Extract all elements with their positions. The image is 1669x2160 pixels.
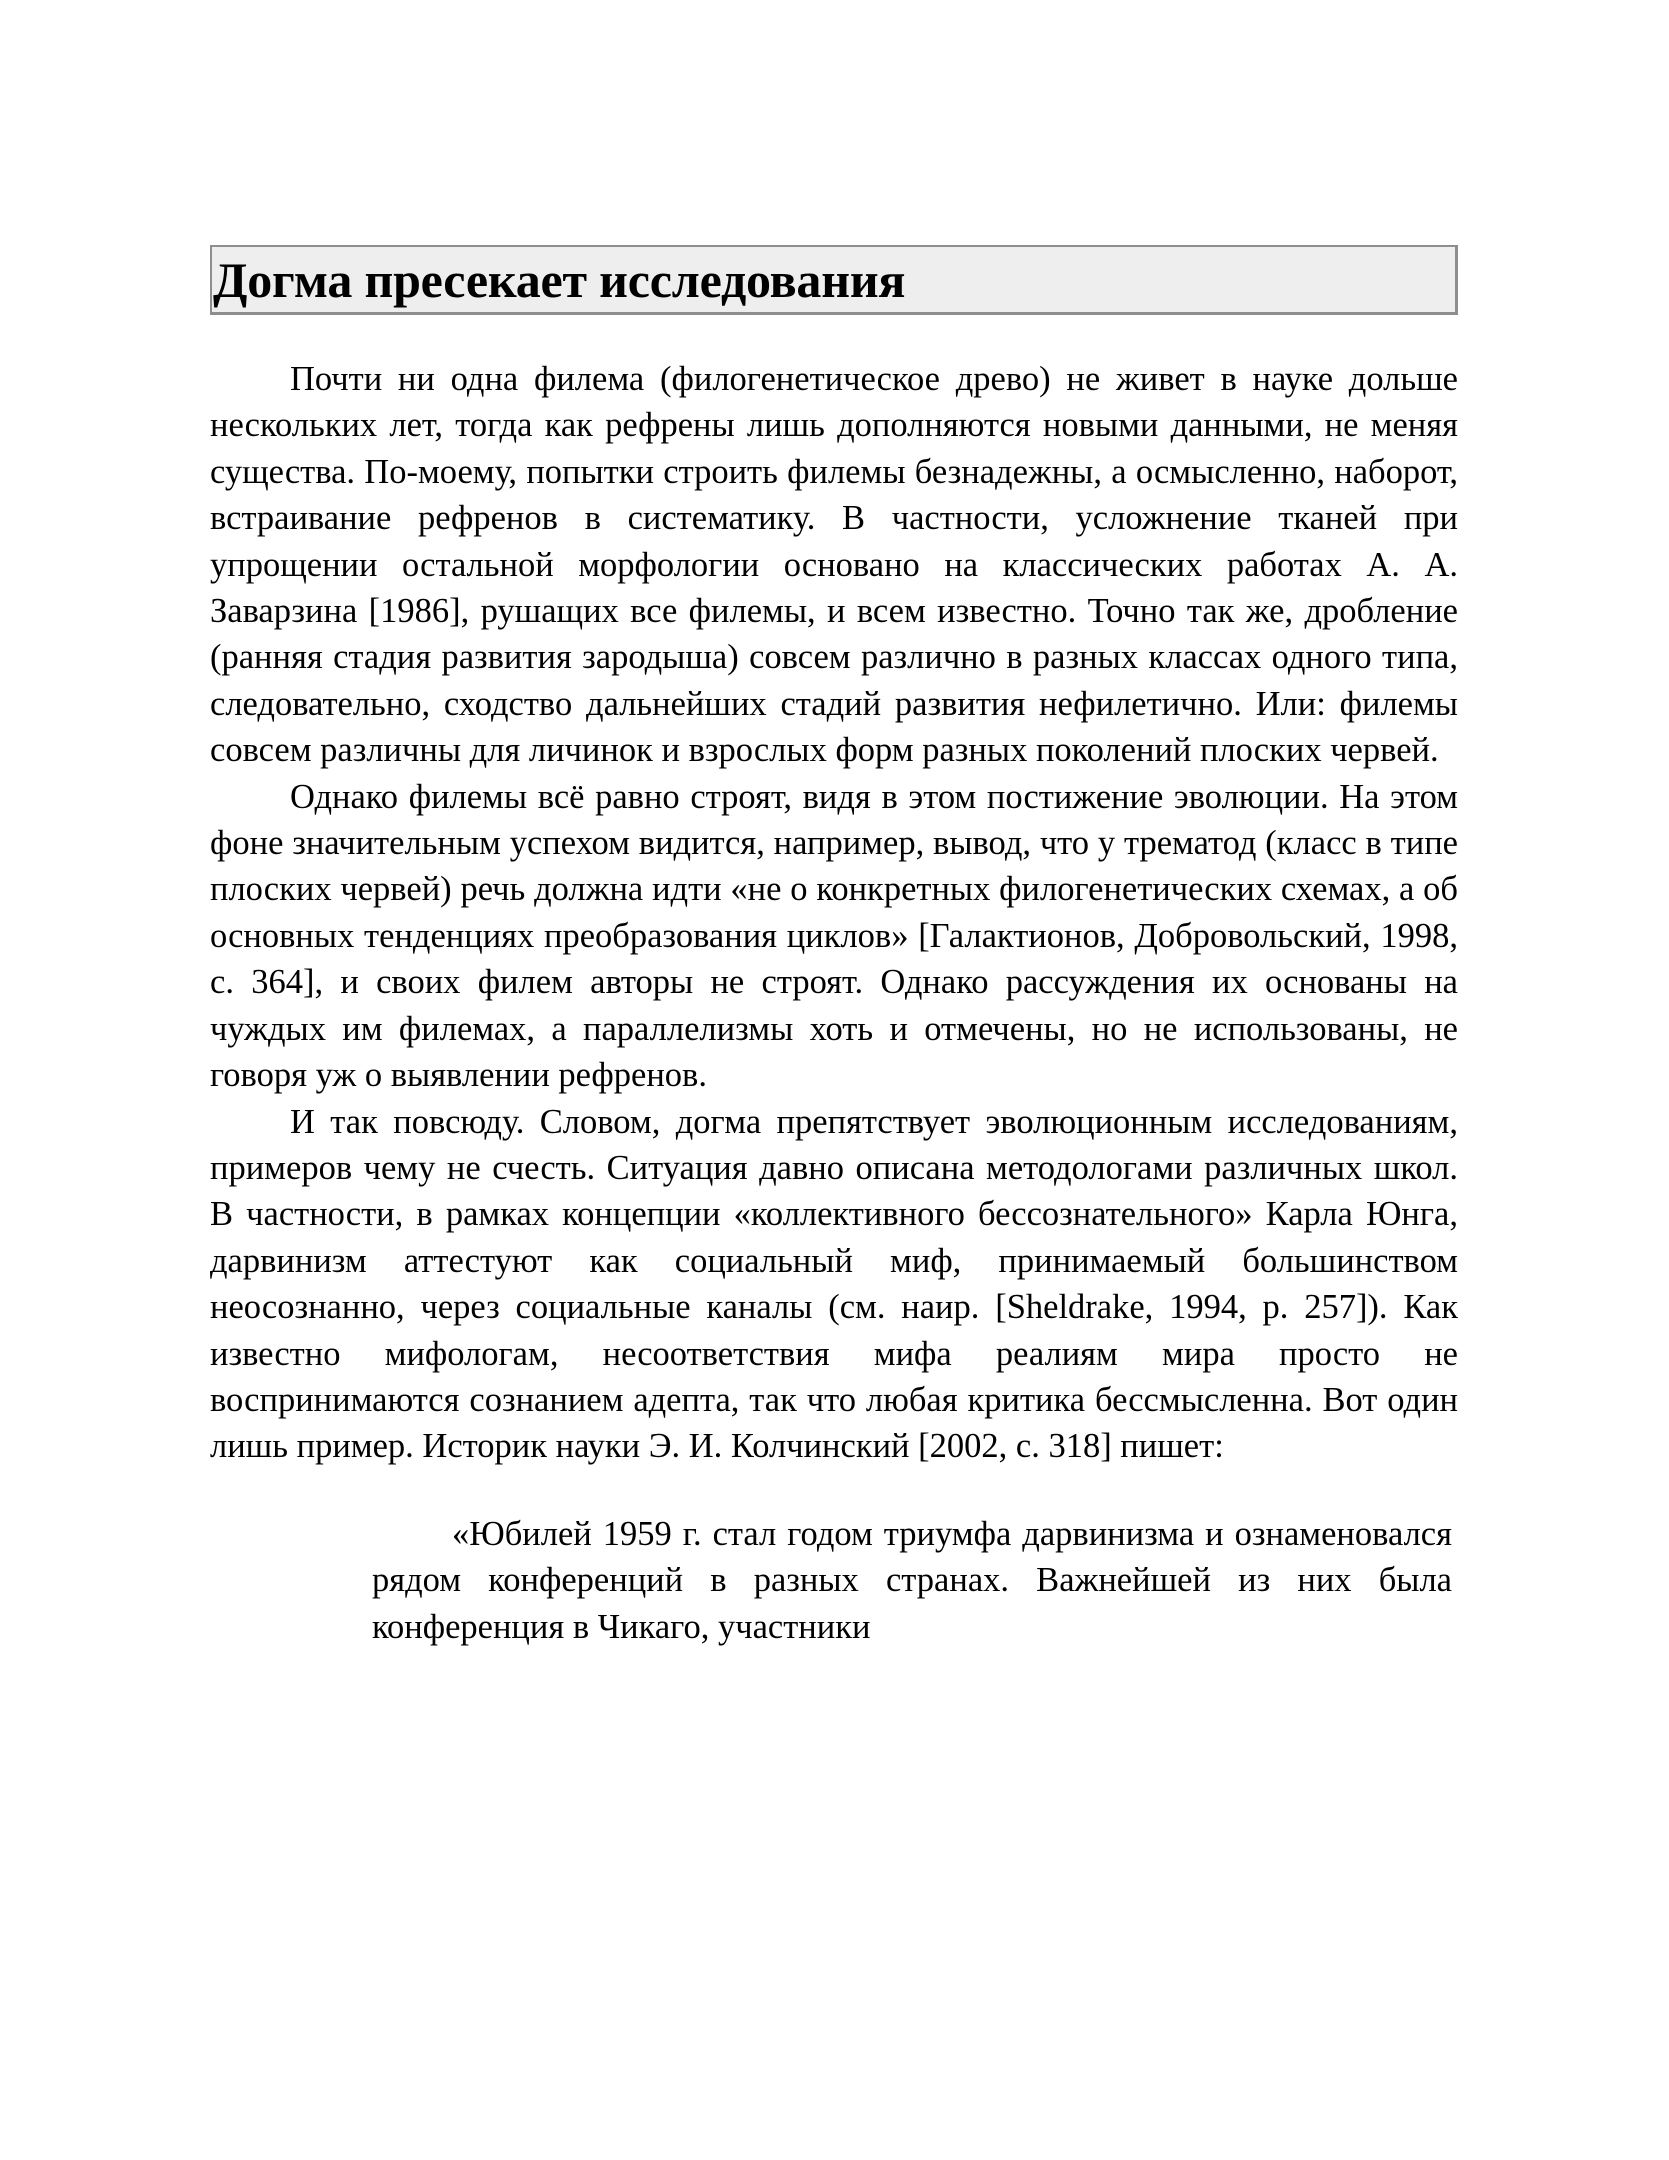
paragraph: Почти ни одна филема (филогенетическое древо) не живет в науке дольше нескольких лет, тогда как рефрены лишь дополняются новыми данными, не меняя существа. По-моему, попытки строить филемы безнадежны, а осмысленно, наборот, встраивание рефренов в систематику. В частности, усложнение тканей при упрощении остальной морфологии основано на классических работах А. А. Заварзина [1986], рушащих все филемы, и всем известно. Точно так же, дробление (ранняя стадия развития зародыша) совсем различно в разных классах одного типа, следовательно, сходство дальнейших стадий развития нефилетично. Или: филемы совсем различны для личинок и взрослых форм разных поколений плоских червей.	[210, 360, 1458, 770]
section-title: Догма пресекает исследования	[213, 251, 906, 308]
document-page	[210, 245, 1458, 1650]
paragraph: Однако филемы всё равно строят, видя в этом постижение эволюции. На этом фоне значительным успехом видится, например, вывод, что у трематод (класс в типе плоских червей) речь должна идти «не о конкретных филогенетических схемах, а об основных тенденциях преобразования циклов» [Галактионов, Добровольский, 1998, с. 364], и своих филем авторы не строят. Однако рассуждения их основаны на чуждых им филемах, а параллелизмы хоть и отмечены, но не использованы, не говоря уж о выявлении рефренов.	[210, 777, 1458, 1095]
section-heading-box	[210, 245, 1458, 315]
body-text	[210, 356, 1458, 1470]
paragraph: И так повсюду. Словом, догма препятствует эволюционным исследованиям, примеров чему не счесть. Ситуация давно описана методологами различных школ. В частности, в рамках концепции «коллективного бессознательного» Карла Юнга, дарвинизм аттестуют как социальный миф, принимаемый большинством неосознанно, через социальные каналы (см. наир. [Sheldrake, 1994, p. 257]). Как известно мифологам, несоответствия мифа реалиям мира просто не воспринимаются сознанием адепта, так что любая критика бессмысленна. Вот один лишь пример. Историк науки Э. И. Колчинский [2002, с. 318] пишет:	[210, 1102, 1458, 1466]
block-quote: «Юбилей 1959 г. стал годом триумфа дарвинизма и ознаменовался рядом конференций в разных странах. Важнейшей из них была конференция в Чикаго, участники	[372, 1514, 1452, 1646]
